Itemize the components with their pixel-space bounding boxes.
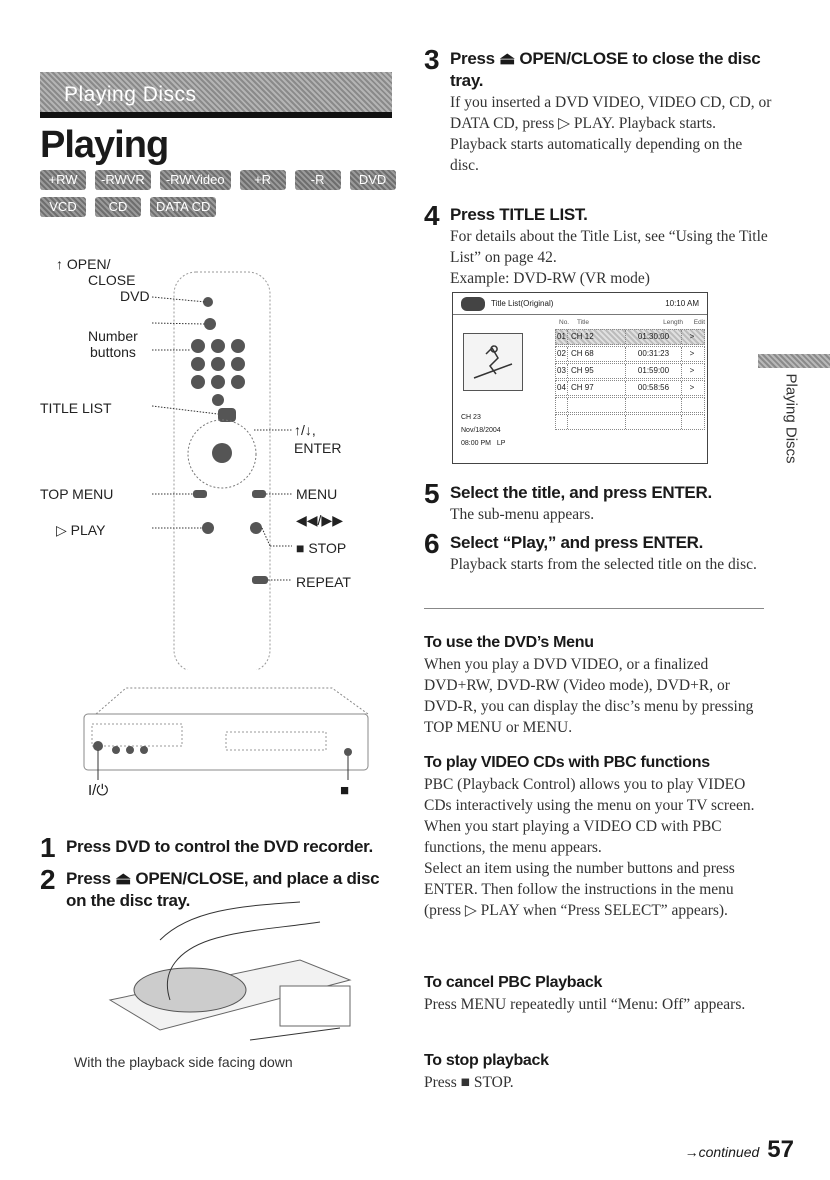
row-title: CH 97 bbox=[568, 381, 626, 395]
step-body: Playback starts from the selected title on the disc. bbox=[450, 556, 757, 573]
divider bbox=[424, 608, 764, 609]
row-arrow: > bbox=[689, 332, 695, 341]
subsection-heading: To play VIDEO CDs with PBC functions bbox=[424, 754, 710, 771]
step-6 bbox=[424, 528, 774, 575]
badge-dvd: DVD bbox=[350, 170, 396, 190]
step-number: 3 bbox=[424, 44, 440, 75]
step-3 bbox=[424, 44, 774, 176]
label-arrows: ↑/↓, bbox=[294, 422, 316, 438]
label-skip: ◀◀/▶▶ bbox=[296, 512, 343, 528]
step-heading: Press TITLE LIST. bbox=[450, 205, 588, 224]
subsection-stop bbox=[424, 1050, 772, 1093]
title-list-title: Title List(Original) bbox=[491, 299, 554, 308]
step-number: 1 bbox=[40, 832, 56, 863]
subsection-cancel-pbc bbox=[424, 972, 772, 1015]
title-thumbnail bbox=[463, 333, 523, 391]
row-length: 00:58:56 bbox=[626, 381, 682, 395]
side-tab-label: Playing Discs bbox=[782, 373, 800, 464]
title-list-screen bbox=[452, 292, 708, 464]
badge-minus-rw-vr: -RWVR bbox=[95, 170, 151, 190]
table-row[interactable] bbox=[555, 329, 705, 345]
badge-minus-rw-video: -RWVideo bbox=[160, 170, 231, 190]
page-number: 57 bbox=[767, 1136, 794, 1163]
col-title: Title bbox=[577, 319, 590, 326]
row-no: 04 bbox=[556, 381, 568, 395]
label-dvd: DVD bbox=[120, 288, 150, 304]
info-channel: CH 23 bbox=[461, 414, 481, 421]
badge-vcd: VCD bbox=[40, 197, 86, 217]
side-tab-marker bbox=[758, 354, 830, 368]
label-play: ▷ PLAY bbox=[56, 522, 106, 538]
title-list-header bbox=[453, 293, 707, 315]
table-row-empty bbox=[555, 414, 705, 430]
col-length: Length bbox=[663, 319, 683, 326]
row-length: 00:31:23 bbox=[626, 347, 682, 361]
label-stop: ■ STOP bbox=[296, 540, 347, 556]
label-top-menu: TOP MENU bbox=[40, 486, 114, 502]
row-arrow: > bbox=[689, 349, 695, 358]
step-body: If you inserted a DVD VIDEO, VIDEO CD, CD, or DATA CD, press ▷ PLAY. Playback starts. Playback starts automatically depending on the disc. bbox=[450, 94, 772, 174]
section-title: Playing Discs bbox=[64, 83, 197, 106]
side-tab bbox=[780, 374, 804, 464]
label-enter: ENTER bbox=[294, 440, 342, 456]
subsection-body: When you play a DVD VIDEO, or a finalized DVD+RW, DVD-RW (Video mode), DVD+R, or DVD-R, you can display the disc’s menu by pressing TOP MENU or MENU. bbox=[424, 656, 754, 736]
label-stop-recorder: ■ bbox=[340, 782, 350, 799]
step-heading: Press DVD to control the DVD recorder. bbox=[66, 837, 373, 856]
step-heading: Select “Play,” and press ENTER. bbox=[450, 533, 704, 552]
disc-tray-illustration bbox=[100, 900, 360, 1050]
label-open: ↑ OPEN/ bbox=[56, 256, 111, 272]
label-buttons: buttons bbox=[90, 344, 136, 360]
step-4 bbox=[424, 200, 774, 289]
title-list-rows bbox=[555, 329, 705, 431]
label-number: Number bbox=[88, 328, 138, 344]
info-date: Nov/18/2004 bbox=[461, 427, 501, 434]
row-arrow: > bbox=[689, 366, 695, 375]
subsection-body: Press ■ STOP. bbox=[424, 1074, 514, 1091]
dvd-recorder-drawing bbox=[76, 680, 376, 780]
row-length: 01:30:00 bbox=[626, 330, 682, 344]
subsection-body: Press MENU repeatedly until “Menu: Off” appears. bbox=[424, 996, 746, 1013]
badge-cd: CD bbox=[95, 197, 141, 217]
label-title-list: TITLE LIST bbox=[40, 400, 112, 416]
col-edit: Edit bbox=[693, 319, 705, 326]
page-title: Playing bbox=[40, 124, 169, 166]
row-title: CH 12 bbox=[568, 330, 626, 344]
disc-type-badges bbox=[40, 170, 400, 217]
step-heading: Press ⏏ OPEN/CLOSE, and place a disc on the disc tray. bbox=[66, 869, 380, 910]
info-time: 08:00 PM bbox=[461, 440, 491, 447]
step-body: For details about the Title List, see “Using the Title List” on page 42. Example: DVD-RW (VR mode) bbox=[450, 228, 768, 287]
row-length: 01:59:00 bbox=[626, 364, 682, 378]
label-power: I/⏻ bbox=[88, 782, 109, 799]
badge-plus-rw: +RW bbox=[40, 170, 86, 190]
info-mode: LP bbox=[496, 440, 506, 447]
subsection-body: PBC (Playback Control) allows you to play VIDEO CDs interactively using the menu on your TV screen. When you start playing a VIDEO CD with PBC functions, the menu appears. Select an item using the number buttons and press ENTER. Then follow the instructions in the menu (press ▷ PLAY when “Press SELECT” appears). bbox=[424, 776, 755, 919]
continued-label: →continued bbox=[684, 1144, 760, 1160]
section-banner bbox=[40, 72, 392, 118]
disc-tray-drawing bbox=[100, 900, 360, 1050]
table-row[interactable] bbox=[555, 380, 705, 396]
badge-plus-r: +R bbox=[240, 170, 286, 190]
dvd-logo-icon bbox=[461, 297, 485, 311]
row-arrow: > bbox=[689, 383, 695, 392]
title-list-time: 10:10 AM bbox=[665, 299, 699, 308]
step-number: 4 bbox=[424, 200, 440, 231]
badge-data-cd: DATA CD bbox=[150, 197, 216, 217]
page-footer bbox=[685, 1136, 794, 1164]
step-heading: Select the title, and press ENTER. bbox=[450, 483, 712, 502]
row-no: 01 bbox=[556, 330, 568, 344]
badge-minus-r: -R bbox=[295, 170, 341, 190]
row-title: CH 68 bbox=[568, 347, 626, 361]
row-title: CH 95 bbox=[568, 364, 626, 378]
disc-caption: With the playback side facing down bbox=[74, 1054, 293, 1070]
step-number: 5 bbox=[424, 478, 440, 509]
subsection-heading: To stop playback bbox=[424, 1052, 549, 1069]
subsection-heading: To use the DVD’s Menu bbox=[424, 634, 594, 651]
row-no: 03 bbox=[556, 364, 568, 378]
table-row-empty bbox=[555, 397, 705, 413]
skier-image-icon bbox=[464, 334, 522, 390]
label-menu: MENU bbox=[296, 486, 338, 502]
remote-control-drawing bbox=[40, 250, 400, 670]
step-number: 6 bbox=[424, 528, 440, 559]
col-no: No. bbox=[559, 319, 570, 326]
label-close: CLOSE bbox=[88, 272, 136, 288]
step-5 bbox=[424, 478, 774, 525]
row-no: 02 bbox=[556, 347, 568, 361]
subsection-pbc bbox=[424, 752, 772, 921]
title-info bbox=[461, 411, 505, 450]
dvd-recorder-illustration bbox=[76, 680, 376, 810]
table-row[interactable] bbox=[555, 346, 705, 362]
subsection-heading: To cancel PBC Playback bbox=[424, 974, 603, 991]
step-1 bbox=[40, 832, 400, 863]
step-number: 2 bbox=[40, 864, 56, 895]
table-row[interactable] bbox=[555, 363, 705, 379]
subsection-dvd-menu bbox=[424, 632, 772, 738]
title-list-columns bbox=[559, 319, 705, 326]
step-heading: Press ⏏ OPEN/CLOSE to close the disc tray. bbox=[450, 49, 761, 90]
remote-control-illustration bbox=[40, 250, 400, 670]
label-repeat: REPEAT bbox=[296, 574, 351, 590]
step-body: The sub-menu appears. bbox=[450, 506, 595, 523]
